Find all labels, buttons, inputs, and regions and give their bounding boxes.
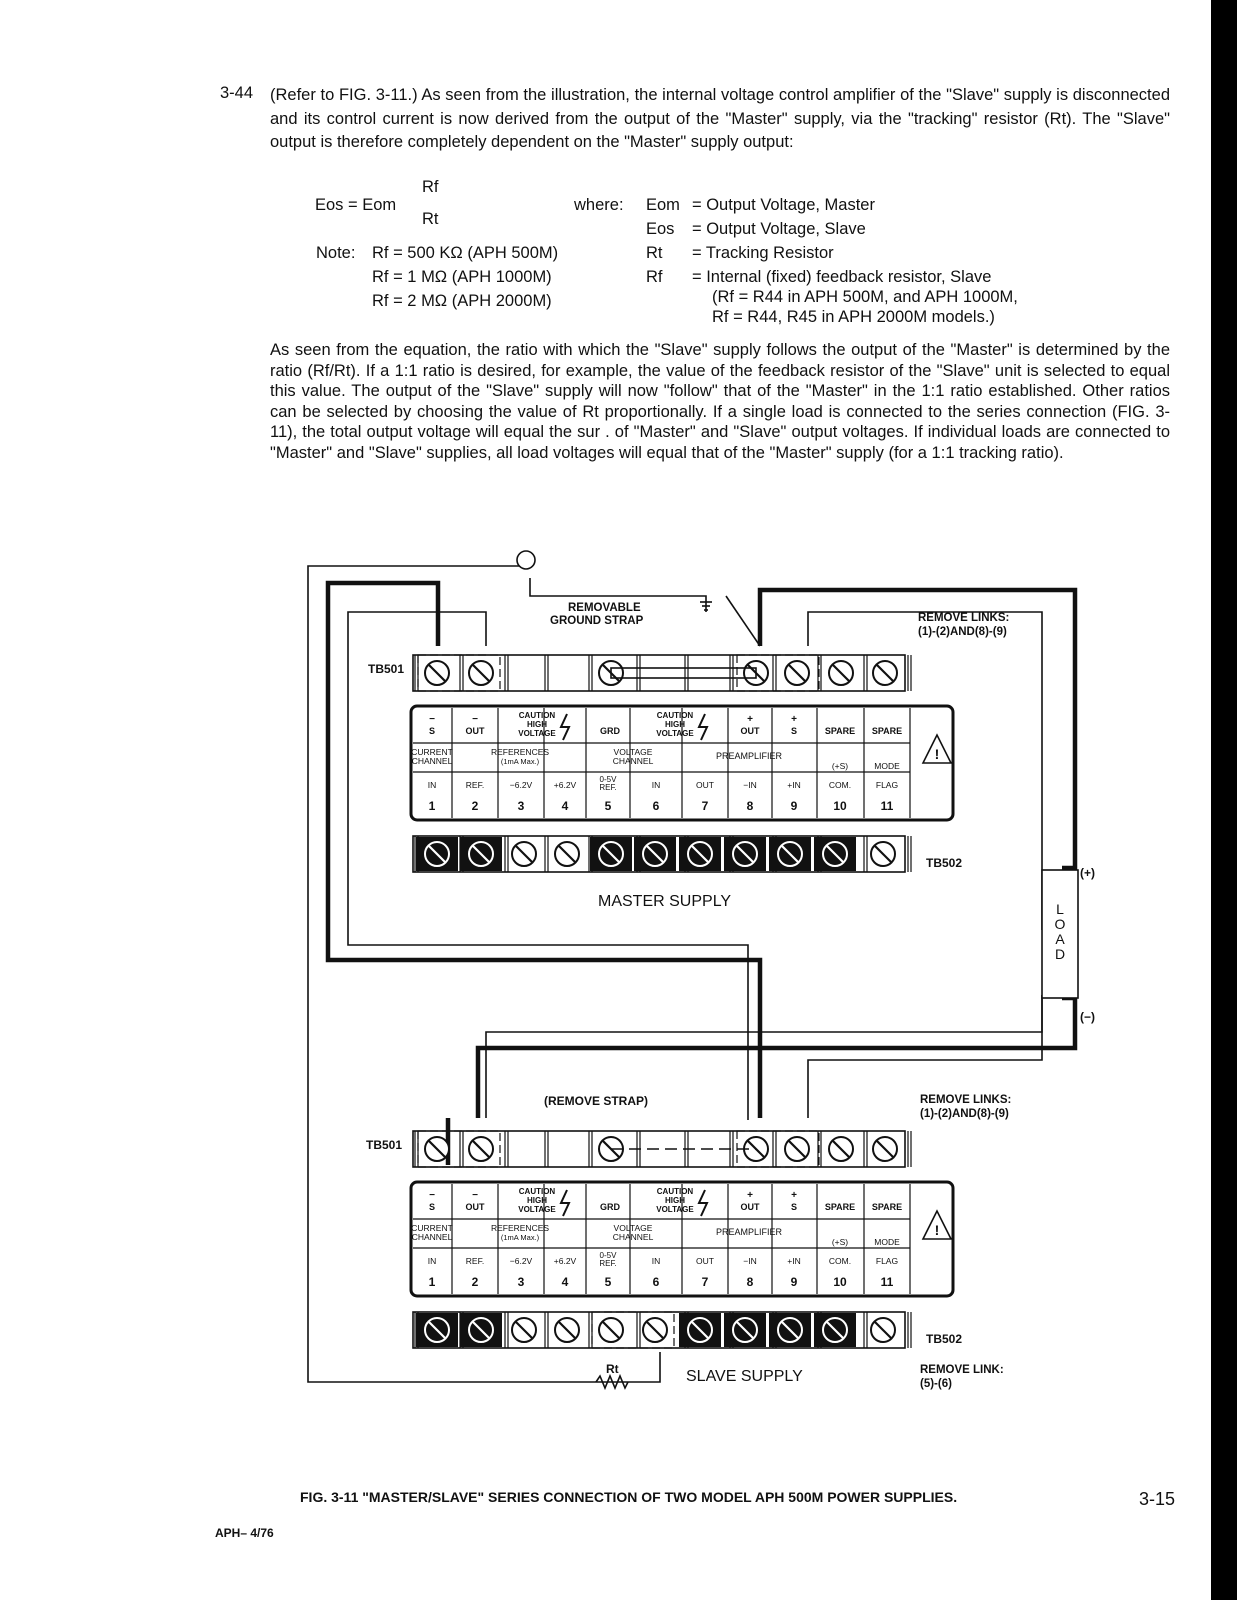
terminal-top-label: OUT [740, 1202, 760, 1212]
terminal-name: FLAG [875, 1256, 899, 1266]
eq-where: where: [574, 196, 624, 214]
group-label: CURRENT [411, 747, 453, 757]
rt-label: Rt [606, 1362, 619, 1376]
lightning-icon [561, 714, 569, 740]
terminal-number: 7 [701, 1275, 709, 1289]
slave-supply-label: SLAVE SUPPLY [686, 1368, 803, 1385]
terminal-number: 6 [652, 799, 660, 813]
terminal-name: −IN [743, 780, 757, 790]
def-meaning-4: = Internal (fixed) feedback resistor, Slave [692, 268, 992, 286]
figure-caption: FIG. 3-11 "MASTER/SLAVE" SERIES CONNECTION OF TWO MODEL APH 500M POWER SUPPLIES. [300, 1489, 958, 1505]
group-label: (1mA Max.) [500, 1233, 540, 1242]
caution-label: VOLTAGE [518, 1205, 556, 1214]
tb501-slave-label: TB501 [366, 1138, 403, 1152]
def-note-2: Rf = R44, R45 in APH 2000M models.) [712, 308, 995, 326]
master-supply-label: MASTER SUPPLY [598, 893, 732, 910]
note-label: Note: [316, 244, 356, 262]
terminal-number: 10 [833, 799, 847, 813]
group-label: REFERENCES [490, 1223, 550, 1233]
terminal-name: IN [427, 780, 437, 790]
polarity-sign: + [747, 1190, 753, 1201]
terminal-number: 6 [652, 1275, 660, 1289]
terminal-number: 3 [517, 1275, 525, 1289]
remove-link-label-1: REMOVE LINK: [920, 1364, 1004, 1376]
terminal-name: IN [427, 1256, 437, 1266]
terminal-top-label: S [790, 726, 798, 736]
load-label: L O A D [1054, 901, 1066, 962]
caution-label: HIGH [527, 720, 547, 729]
eq-numerator: Rf [422, 178, 439, 196]
terminal-top-label: GRD [600, 726, 620, 736]
terminal-name: 0-5V [599, 1251, 617, 1260]
def-note-1: (Rf = R44 in APH 500M, and APH 1000M, [712, 288, 1018, 306]
group-label: VOLTAGE [613, 1223, 653, 1233]
terminal-name: IN [651, 780, 661, 790]
remove-link-label-2: (5)-(6) [920, 1378, 952, 1390]
terminal-name: −6.2V [509, 780, 533, 790]
paragraph-1: (Refer to FIG. 3-11.) As seen from the illustration, the internal voltage control amplifier of the "Slave" supply is disconnected and its control current is now derived from the output of the "Master" supply, via the "tracking" resistor (Rt). The "Slave" output is therefore completely dependent on the "Master" supply output: [270, 86, 1170, 152]
terminal-name: REF. [599, 1259, 617, 1268]
group-label: CHANNEL [612, 756, 654, 766]
paragraph-2: As seen from the equation, the ratio with which the "Slave" supply follows the output of the "Master" is determined by the ratio (Rf/Rt). If a 1:1 ratio is desired, for example, the value of the feedback resistor of the "Slave" unit is selected to equal this value. The output of the "Slave" supply will now "follow" that of the "Master" in the 1:1 ratio established. Other ratios can be selected by choosing the value of Rt proportionally. If a single load is connected to the series connection (FIG. 3-11), the total output voltage will equal the sur . of "Master" and "Slave" output voltages. If individual loads are connected to "Master" and "Slave" supplies, all load voltages will equal that of the "Master" supply (for a 1:1 tracking ratio). [270, 341, 1170, 462]
def-symbol-3: Rt [646, 244, 663, 262]
plus-s-label: (+S) [831, 761, 849, 771]
terminal-number: 7 [701, 799, 709, 813]
terminal-top-label: S [428, 726, 436, 736]
group-label: (1mA Max.) [500, 757, 540, 766]
terminal-number: 4 [561, 799, 569, 813]
terminal-name: +6.2V [553, 780, 577, 790]
terminal-top-label: SPARE [871, 726, 903, 736]
terminal-number: 1 [428, 799, 436, 813]
terminal-top-label: GRD [600, 1202, 620, 1212]
terminal-top-label: SPARE [824, 726, 856, 736]
terminal-name: −IN [743, 1256, 757, 1266]
terminal-number: 4 [561, 1275, 569, 1289]
group-label: PREAMPLIFIER [715, 751, 783, 761]
def-meaning-2: = Output Voltage, Slave [692, 220, 866, 238]
terminal-number: 9 [790, 1275, 798, 1289]
terminal-top-label: OUT [465, 726, 485, 736]
tb502-slave-label: TB502 [926, 1332, 963, 1346]
terminal-name: REF. [465, 780, 485, 790]
remove-links-label-2: (1)-(2)AND(8)-(9) [918, 626, 1007, 638]
remove-links-label-1: REMOVE LINKS: [918, 612, 1010, 624]
terminal-top-label: OUT [740, 726, 760, 736]
removable-label: REMOVABLE [568, 602, 641, 614]
terminal-number: 5 [604, 1275, 612, 1289]
remove-links-slave-1: REMOVE LINKS: [920, 1094, 1012, 1106]
group-label: REFERENCES [490, 747, 550, 757]
ground-strap [611, 668, 756, 678]
terminal-number: 5 [604, 799, 612, 813]
polarity-sign: + [747, 714, 753, 725]
group-label: PREAMPLIFIER [715, 1227, 783, 1237]
terminal-name: OUT [696, 780, 714, 790]
terminal-number: 2 [471, 799, 479, 813]
terminal-name: 0-5V [599, 775, 617, 784]
footer-code: APH– 4/76 [215, 1526, 274, 1540]
mode-label: MODE [874, 761, 900, 771]
slave-supply [411, 1131, 953, 1348]
warning-mark: ! [934, 1222, 940, 1238]
master-supply [411, 655, 953, 872]
tb502-master-label: TB502 [926, 856, 963, 870]
plus-s-label: (+S) [831, 1237, 849, 1247]
terminal-number: 8 [746, 799, 754, 813]
polarity-sign: − [429, 714, 435, 725]
polarity-sign: − [472, 714, 478, 725]
group-label: CHANNEL [411, 1232, 453, 1242]
polarity-sign: − [472, 1190, 478, 1201]
tb501-master-label: TB501 [368, 662, 405, 676]
terminal-top-label: S [790, 1202, 798, 1212]
terminal-number: 11 [880, 799, 894, 813]
terminal-name: +IN [787, 1256, 801, 1266]
terminal-number: 2 [471, 1275, 479, 1289]
mode-label: MODE [874, 1237, 900, 1247]
remove-strap-label: (REMOVE STRAP) [544, 1094, 649, 1108]
terminal-number: 8 [746, 1275, 754, 1289]
polarity-sign: − [429, 1190, 435, 1201]
page-number: 3-15 [1139, 1489, 1176, 1509]
caution-label: CAUTION [518, 1187, 556, 1196]
caution-label: VOLTAGE [518, 729, 556, 738]
polarity-sign: + [791, 714, 797, 725]
terminal-top-label: OUT [465, 1202, 485, 1212]
terminal-number: 9 [790, 799, 798, 813]
group-label: CHANNEL [612, 1232, 654, 1242]
lightning-icon [561, 1190, 569, 1216]
section-number: 3-44 [220, 84, 254, 102]
ground-strap-label: GROUND STRAP [550, 615, 644, 627]
load-plus-label: (+) [1080, 866, 1095, 880]
def-meaning-1: = Output Voltage, Master [692, 196, 875, 214]
group-label: CURRENT [411, 1223, 453, 1233]
terminal-name: COM. [828, 1256, 852, 1266]
lightning-icon [699, 714, 707, 740]
def-symbol-2: Eos [646, 220, 675, 238]
caution-label: HIGH [665, 720, 685, 729]
terminal-name: COM. [828, 780, 852, 790]
caution-label: HIGH [665, 1196, 685, 1205]
polarity-sign: + [791, 1190, 797, 1201]
terminal-name: +IN [787, 780, 801, 790]
caution-label: CAUTION [656, 711, 694, 720]
caution-label: HIGH [527, 1196, 547, 1205]
caution-label: CAUTION [518, 711, 556, 720]
terminal-top-label: SPARE [824, 1202, 856, 1212]
def-meaning-3: = Tracking Resistor [692, 244, 834, 262]
group-label: VOLTAGE [613, 747, 653, 757]
eq-lhs: Eos = Eom [315, 196, 397, 214]
terminal-name: IN [651, 1256, 661, 1266]
terminal-name: REF. [465, 1256, 485, 1266]
note-1: Rf = 500 KΩ (APH 500M) [372, 244, 559, 262]
terminal-number: 11 [880, 1275, 894, 1289]
terminal-name: OUT [696, 1256, 714, 1266]
caution-label: CAUTION [656, 1187, 694, 1196]
terminal-name: +6.2V [553, 1256, 577, 1266]
caution-label: VOLTAGE [656, 729, 694, 738]
note-3: Rf = 2 MΩ (APH 2000M) [372, 292, 552, 310]
terminal-number: 10 [833, 1275, 847, 1289]
def-symbol-4: Rf [646, 268, 663, 286]
terminal-top-label: SPARE [871, 1202, 903, 1212]
terminal-top-label: S [428, 1202, 436, 1212]
note-2: Rf = 1 MΩ (APH 1000M) [372, 268, 552, 286]
terminal-number: 1 [428, 1275, 436, 1289]
terminal-name: −6.2V [509, 1256, 533, 1266]
caution-label: VOLTAGE [656, 1205, 694, 1214]
def-symbol-1: Eom [646, 196, 680, 214]
terminal-name: REF. [599, 783, 617, 792]
terminal-name: FLAG [875, 780, 899, 790]
remove-links-slave-2: (1)-(2)AND(8)-(9) [920, 1108, 1009, 1120]
warning-mark: ! [934, 746, 940, 762]
load-minus-label: (−) [1080, 1010, 1095, 1024]
terminal-number: 3 [517, 799, 525, 813]
group-label: CHANNEL [411, 756, 453, 766]
lightning-icon [699, 1190, 707, 1216]
eq-denominator: Rt [422, 210, 439, 228]
